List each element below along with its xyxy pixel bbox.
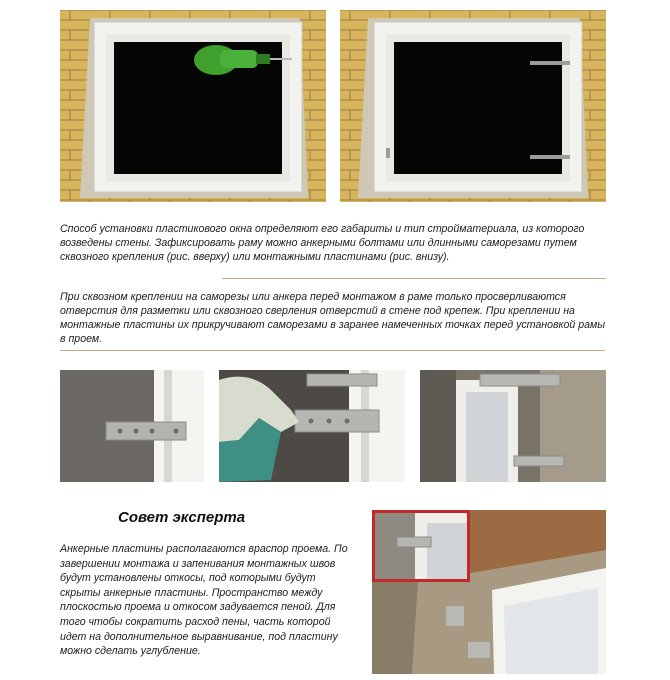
expert-tip-title: Совет эксперта [118,509,246,526]
figure-window-plates [340,10,606,202]
photo-plate-1 [60,370,204,482]
divider-1 [222,278,606,279]
divider-2 [60,350,605,351]
paragraph-1: Способ установки пластикового окна определяют его габариты и тип стройматериала, из которого возведены стены. Зафиксировать раму можно анкерными болтами или длинными саморезами путем сквозного крепления (рис. вверху) или монтажными пластинами (рис. внизу). [60,223,585,263]
photo-plate-2 [219,370,405,482]
figure-window-drill [60,10,326,202]
expert-tip-text: Анкерные пластины располагаются враспор проема. По завершении монтажа и запенивания монтажных швов будут установлены откосы, под которыми будут скрыты анкерные пластины. Пространство между плоскостью проема и откосом задувается пеной. Для того чтобы сократить расход пены, часть которой идет на дополнительное выравнивание, под пластину можно сделать углубление. [60,543,348,658]
photo-plate-3 [420,370,606,482]
inset-detail-photo [372,510,470,582]
paragraph-2: При сквозном креплении на саморезы или анкера перед монтажом в раме только просверливаются отверстия для разметки или сквозного сверления отверстий в стене под крепеж. При креплении на монтажные пластины их прикручивают саморезами в заранее намеченных точках перед установкой рамы в проем. [60,291,606,345]
photo-installed-window [372,510,606,674]
